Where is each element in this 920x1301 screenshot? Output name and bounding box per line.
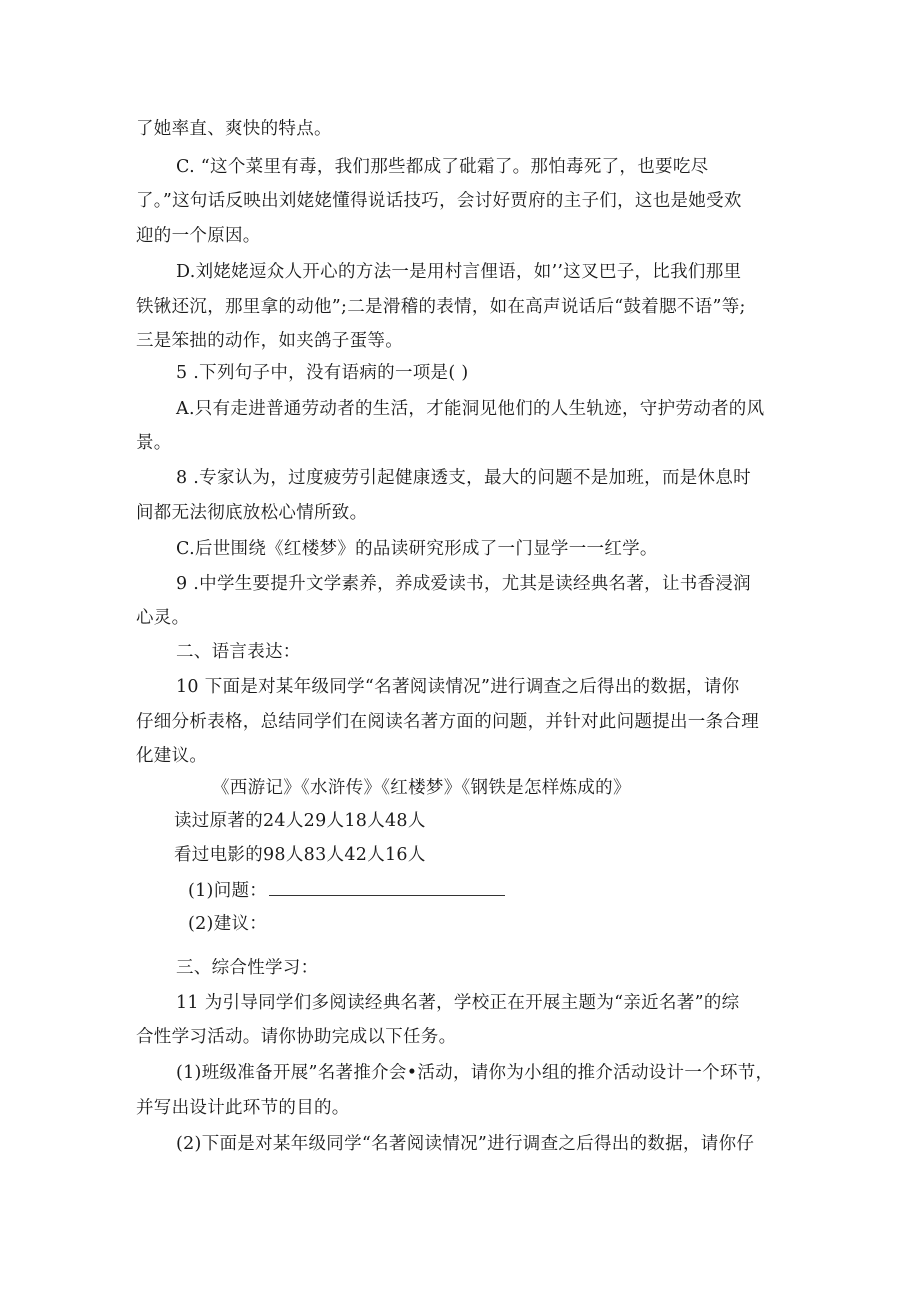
text-line: 了。”这句话反映出刘姥姥懂得说话技巧，会讨好贾府的主子们，这也是她受欢 bbox=[136, 191, 742, 211]
answer-blank bbox=[269, 879, 505, 896]
answer-problem bbox=[188, 879, 505, 902]
text-line: 间都无法彻底放松心情所致。 bbox=[136, 503, 368, 523]
section-heading-comprehensive: 三、综合性学习： bbox=[176, 958, 319, 978]
option-d-line: 9 .中学生要提升文学素养，养成爱读书，尤其是读经典名著，让书香浸润 bbox=[176, 574, 751, 594]
text-line: 景。 bbox=[136, 433, 172, 453]
text-line: 合性学习活动。请你协助完成以下任务。 bbox=[136, 1027, 457, 1047]
text-line: 三是笨拙的动作，如夹鸽子蛋等。 bbox=[136, 331, 403, 351]
option-b-line: 8 .专家认为，过度疲劳引起健康透支，最大的问题不是加班，而是休息时 bbox=[176, 468, 751, 488]
text-line: 铁锹还沉，那里拿的动他”;二是滑稽的表情，如在高声说话后“鼓着腮不语”等; bbox=[136, 297, 746, 317]
text-line: 了她率直、爽快的特点。 bbox=[136, 119, 332, 139]
task-1: (1)班级准备开展”名著推介会•活动，请你为小组的推介活动设计一个环节， bbox=[176, 1063, 774, 1083]
section-heading-language: 二、语言表达： bbox=[176, 642, 301, 662]
table-row: 看过电影的98人83人42人16人 bbox=[174, 845, 426, 865]
text-line: 迎的一个原因。 bbox=[136, 226, 261, 246]
question-5: 5 .下列句子中，没有语病的一项是( ) bbox=[176, 363, 469, 383]
option-d-line: D.刘姥姥逗众人开心的方法一是用村言俚语，如’’这叉巴子，比我们那里 bbox=[176, 262, 742, 282]
table-header-row: 《西游记》《水浒传》《红楼梦》《钢铁是怎样炼成的》 bbox=[212, 778, 631, 798]
text-line: 心灵。 bbox=[136, 608, 190, 628]
table-row: 读过原著的24人29人18人48人 bbox=[174, 811, 426, 831]
text-line: 并写出设计此环节的目的。 bbox=[136, 1098, 350, 1118]
task-2: (2)下面是对某年级同学“名著阅读情况”进行调查之后得出的数据，请你仔 bbox=[176, 1134, 755, 1154]
question-11: 11 为引导同学们多阅读经典名著，学校正在开展主题为“亲近名著”的综 bbox=[176, 993, 740, 1013]
option-c-line: C.后世围绕《红楼梦》的品读研究形成了一门显学一一红学。 bbox=[176, 539, 658, 559]
text-line: 化建议。 bbox=[136, 746, 208, 766]
question-10: 10 下面是对某年级同学“名著阅读情况”进行调查之后得出的数据，请你 bbox=[176, 677, 740, 697]
option-c-line: C. “这个菜里有毒，我们那些都成了砒霜了。那怕毒死了，也要吃尽 bbox=[176, 157, 709, 177]
problem-label: (1)问题： bbox=[188, 881, 268, 901]
answer-suggestion: (2)建议： bbox=[188, 914, 268, 934]
text-line: 仔细分析表格，总结同学们在阅读名著方面的问题，并针对此问题提出一条合理 bbox=[136, 712, 759, 732]
option-a-line: A.只有走进普通劳动者的生活，才能洞见他们的人生轨迹，守护劳动者的风 bbox=[176, 399, 765, 419]
